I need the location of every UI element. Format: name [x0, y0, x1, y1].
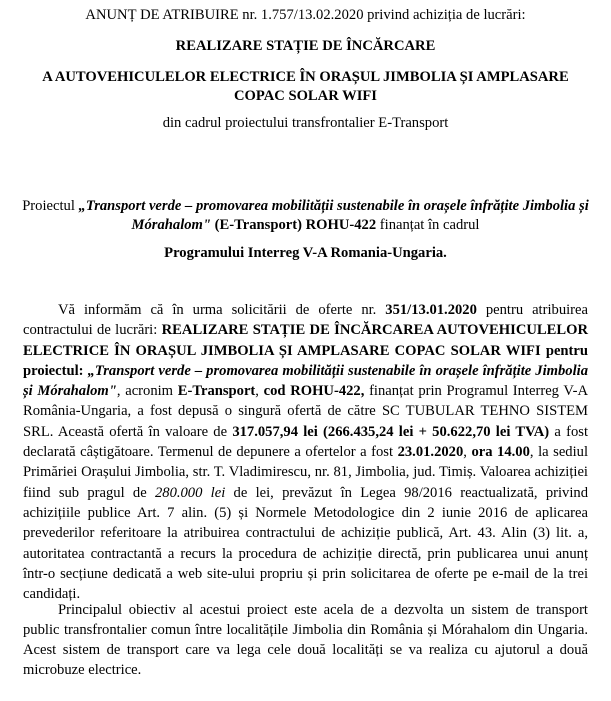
contract-title: REALIZARE STAȚIE DE ÎNCĂRCAREA AUTOVEHICULELOR ELECTRICE ÎN ORAȘUL JIMBOLIA ȘI AMPLASARE COPAC SOLAR WIFI pentru proiectul: [23, 322, 588, 379]
paragraph-objective: Principalul obiectiv al acestui proiect este acela de a dezvolta un sistem de transport public transfrontalier comun între localitățile Jimbolia din România și Mórahalom din Ungaria. Acest sistem de transport care va lega cele două localități se va realiza cu ajutorul a două microbuze electrice. [23, 602, 588, 678]
threshold-value: 280.000 lei [154, 484, 226, 501]
offer-value: 317.057,94 lei (266.435,24 lei + 50.622,70 lei TVA) [232, 423, 550, 440]
text-run: finanțat prin Programul Interreg V-A România-Ungaria, a fost depusă o singură ofertă de către SC TUBULAR TEHNO SISTEM SRL. Această ofertă în valoare de [23, 383, 588, 440]
project-prefix: Proiectul [22, 198, 79, 214]
subtitle: din cadrul proiectului transfrontalier E-Transport [162, 115, 449, 131]
paragraph-award [23, 300, 588, 604]
project-statement [22, 197, 589, 235]
text-run: , acronim [116, 383, 178, 400]
title-line-2 [0, 68, 611, 106]
deadline-time: ora 14.00 [471, 444, 530, 461]
text-run: , [463, 444, 472, 461]
project-name: „Transport verde – promovarea mobilității sustenabile în orașele înfrățite Jimbolia și Mórahalom" [78, 198, 589, 233]
project-code: (E-Transport) ROHU-422 [211, 217, 377, 233]
project-title: „Transport verde – promovarea mobilității sustenabile în orașele înfrățite Jimbolia și Mórahalom" [23, 362, 588, 400]
text-run: Vă informăm că în urma solicitării de oferte nr. [58, 302, 386, 318]
project-suffix: finanțat în cadrul [376, 217, 480, 233]
text-run: pentru atribuirea contractului de lucrări: [23, 302, 588, 339]
project-code-inline: cod ROHU-422, [263, 383, 365, 400]
announcement-line: ANUNȚ DE ATRIBUIRE nr. 1.757/13.02.2020 privind achiziția de lucrări: [85, 7, 526, 23]
acronym: E-Transport [177, 383, 256, 400]
request-number: 351/13.01.2020 [385, 302, 477, 318]
text-run: , la sediul Primăriei Orașului Jimbolia, str. T. Vladimirescu, nr. 81, Jimbolia, jud. Timiș. Valoarea achiziției fiind sub pragul de [23, 444, 588, 501]
deadline-date: 23.01.2020 [397, 444, 464, 461]
text-run: de lei, prevăzut în Legea 98/2016 reactualizată, privind achizițiile publice Art. 7 alin. (5) și Normele Metodologice din 2 iunie 2016 de aplicarea prevederilor referitoare la atribuirea contractului de achiziție publică, Art. 43. Alin (3) lit. a, autoritatea contractantă a recurs la procedura de achiziție directă, prin publicarea unui anunț într-o secțiune dedicată a web site-ului propriu și prin solicitarea de oferte pe e-mail de la trei candidați. [23, 484, 588, 603]
text-run: , [255, 383, 264, 400]
title-line-2-text: A AUTOVEHICULELOR ELECTRICE ÎN ORAȘUL JIMBOLIA ȘI AMPLASARE COPAC SOLAR WIFI [42, 69, 569, 104]
program-name: Programului Interreg V-A Romania-Ungaria. [164, 245, 447, 261]
title-line-1: REALIZARE STAȚIE DE ÎNCĂRCARE [175, 38, 436, 54]
text-run: a fost declarată câștigătoare. Termenul de depunere a ofertelor a fost [23, 423, 588, 461]
